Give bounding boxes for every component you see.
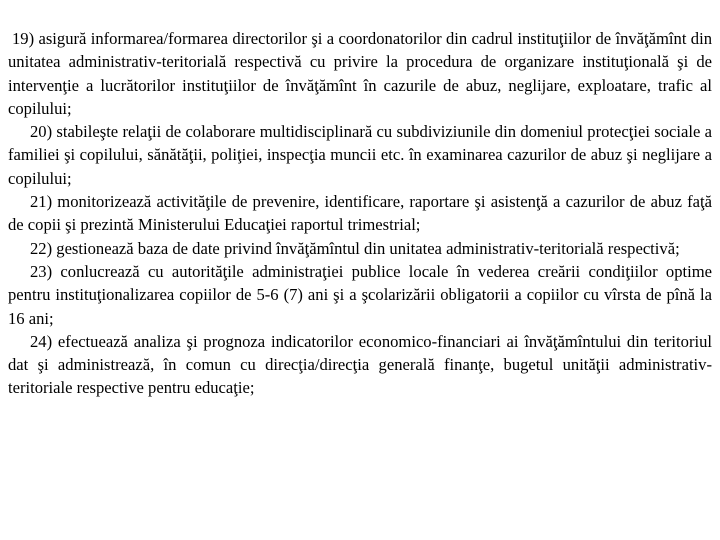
paragraph-item-24: 24) efectuează analiza şi prognoza indicatorilor economico-financiari ai învăţămîntului din teritoriul dat şi administrează, în comun cu direcţia/direcţia generală finanţe, bugetul unităţii administrativ-teritoriale respective pentru educaţie; xyxy=(8,331,712,398)
paragraph-item-19: 19) asigură informarea/formarea directorilor şi a coordonatorilor din cadrul instituţiilor de învăţămînt din unitatea administrativ-teritorială respectivă cu privire la procedura de organizare instituţională şi de intervenţie a lucrătorilor instituţiilor de învăţămînt în cazurile de abuz, neglijare, exploatare, trafic al copilului; xyxy=(8,29,712,118)
paragraph-item-21: 21) monitorizează activităţile de prevenire, identificare, raportare şi asistenţă a cazurilor de abuz faţă de copii şi prezintă Ministerului Educaţiei raportul trimestrial; xyxy=(8,192,712,235)
document-body xyxy=(8,27,712,400)
paragraph-item-20: 20) stabileşte relaţii de colaborare multidisciplinară cu subdiviziunile din domeniul protecţiei sociale a familiei şi copilului, sănătăţii, poliţiei, inspecţia muncii etc. în examinarea cazurilor de abuz şi neglijare a copilului; xyxy=(8,122,712,188)
paragraph-item-23: 23) conlucrează cu autorităţile administraţiei publice locale în vederea creării condiţiilor optime pentru instituţionalizarea copiilor de 5-6 (7) ani şi a şcolarizării obligatorii a copiilor cu vîrsta de pînă la 16 ani; xyxy=(8,261,712,328)
paragraph-item-22: 22) gestionează baza de date privind învăţămîntul din unitatea administrativ-teritorială respectivă; xyxy=(30,238,680,258)
